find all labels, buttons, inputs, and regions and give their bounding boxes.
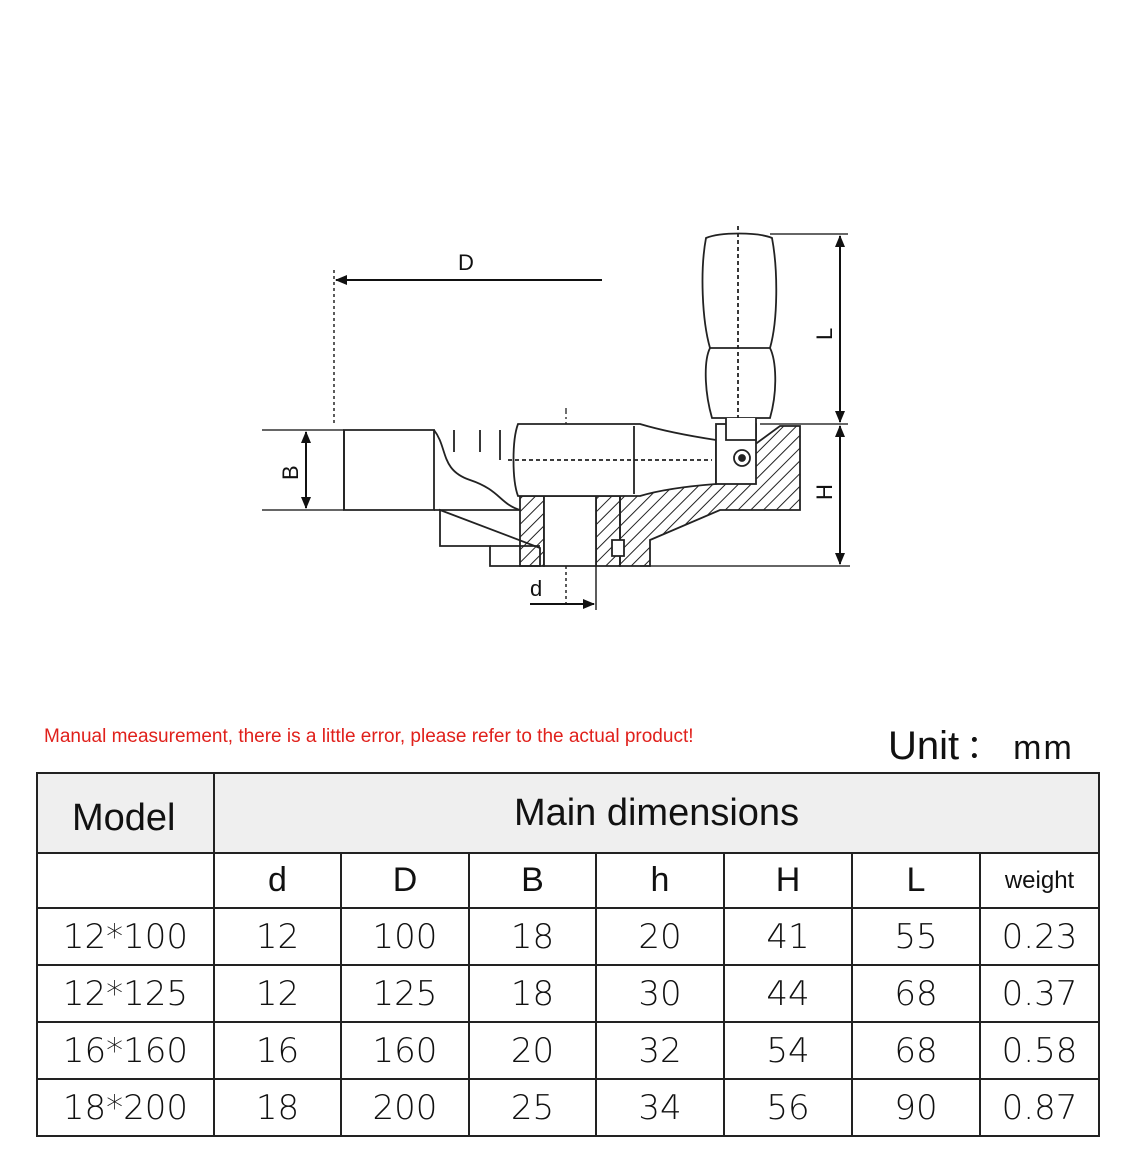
main-dimensions-header: Main dimensions	[214, 773, 1099, 853]
label-d: d	[530, 576, 543, 601]
table-cell: 16	[214, 1022, 341, 1079]
spoke-handle	[508, 424, 716, 496]
table-cell: 160	[341, 1022, 469, 1079]
measurement-note: Manual measurement, there is a little error, please refer to the actual product!	[44, 726, 694, 747]
dimensions-table	[36, 772, 1100, 1137]
table-cell: 18	[469, 908, 596, 965]
label-H: H	[812, 484, 837, 500]
table-cell: 0.37	[980, 965, 1099, 1022]
table-cell: 0.87	[980, 1079, 1099, 1136]
label-L: L	[812, 327, 837, 340]
column-header: d	[214, 853, 341, 908]
table-header-row	[37, 773, 1099, 853]
unit-separator: ：	[965, 724, 1006, 768]
table-cell: 54	[724, 1022, 852, 1079]
table-cell: 100	[341, 908, 469, 965]
unit-value: mm	[1013, 729, 1074, 767]
table-cell: 68	[852, 965, 980, 1022]
table-cell: 44	[724, 965, 852, 1022]
model-subheader-blank	[37, 853, 214, 908]
table-cell: 20	[596, 908, 724, 965]
label-B: B	[278, 465, 303, 480]
table-cell: 25	[469, 1079, 596, 1136]
table-cell: 0.23	[980, 908, 1099, 965]
table-cell: 34	[596, 1079, 724, 1136]
dimension-D	[334, 250, 602, 424]
model-header: Model	[37, 773, 214, 853]
column-header: D	[341, 853, 469, 908]
table-cell: 18	[469, 965, 596, 1022]
wheel-rim	[344, 430, 520, 510]
column-header: L	[852, 853, 980, 908]
dimension-d	[530, 566, 596, 610]
unit-label	[888, 714, 1074, 771]
table-cell: 12	[214, 965, 341, 1022]
model-cell: 12*125	[37, 965, 214, 1022]
table-cell: 200	[341, 1079, 469, 1136]
model-cell: 12*100	[37, 908, 214, 965]
label-D: D	[458, 250, 474, 275]
model-cell: 16*160	[37, 1022, 214, 1079]
table-cell: 68	[852, 1022, 980, 1079]
table-cell: 41	[724, 908, 852, 965]
grip-handle	[703, 226, 777, 440]
column-header: h	[596, 853, 724, 908]
table-cell: 90	[852, 1079, 980, 1136]
table-row	[37, 908, 1099, 965]
column-header: H	[724, 853, 852, 908]
unit-text: Unit	[888, 724, 960, 768]
table-cell: 0.58	[980, 1022, 1099, 1079]
table-cell: 32	[596, 1022, 724, 1079]
column-header: weight	[980, 853, 1099, 908]
table-cell: 55	[852, 908, 980, 965]
table-cell: 20	[469, 1022, 596, 1079]
model-cell: 18*200	[37, 1079, 214, 1136]
table-cell: 12	[214, 908, 341, 965]
table-cell: 56	[724, 1079, 852, 1136]
table-row	[37, 1022, 1099, 1079]
column-header: B	[469, 853, 596, 908]
table-cell: 30	[596, 965, 724, 1022]
table-row	[37, 965, 1099, 1022]
dimension-B	[262, 430, 344, 510]
table-row	[37, 1079, 1099, 1136]
table-subheader-row	[37, 853, 1099, 908]
table-cell: 125	[341, 965, 469, 1022]
table-cell: 18	[214, 1079, 341, 1136]
